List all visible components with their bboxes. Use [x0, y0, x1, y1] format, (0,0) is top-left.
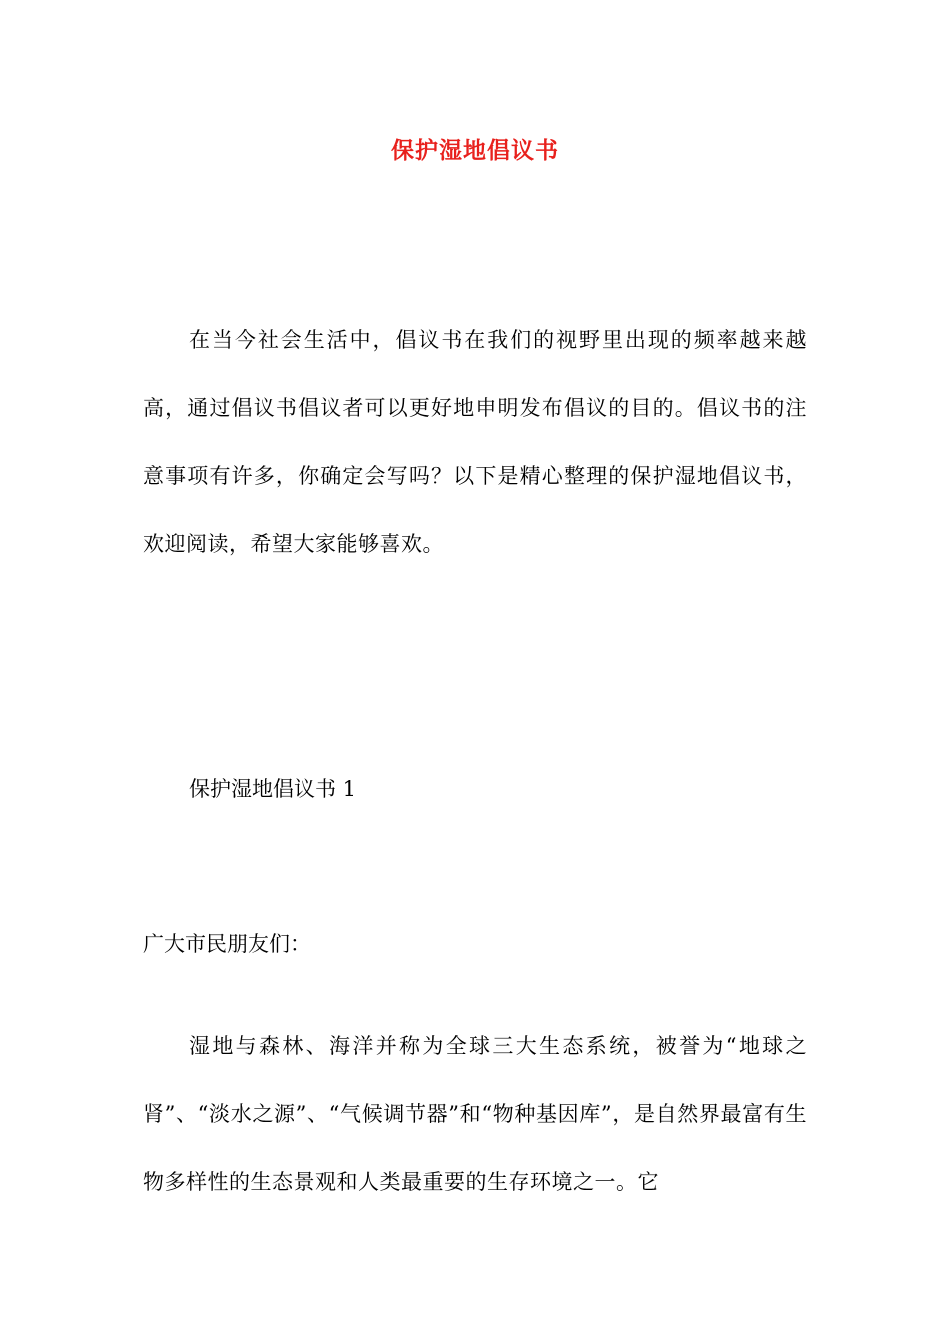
section-heading: 保护湿地倡议书 1 — [189, 777, 357, 801]
salutation: 广大市民朋友们： — [143, 932, 311, 956]
intro-paragraph: 在当今社会生活中，倡议书在我们的视野里出现的频率越来越高，通过倡议书倡议者可以更好地申明发布倡议的目的。倡议书的注意事项有许多，你确定会写吗？以下是精心整理的保护湿地倡议书，欢迎阅读，希望大家能够喜欢。 — [143, 328, 807, 556]
body-paragraph: 湿地与森林、海洋并称为全球三大生态系统，被誉为“地球之肾”、“淡水之源”、“气候调节器”和“物种基因库”，是自然界最富有生物多样性的生态景观和人类最重要的生存环境之一。它 — [143, 1034, 807, 1194]
document-title: 保护湿地倡议书 — [391, 138, 559, 164]
